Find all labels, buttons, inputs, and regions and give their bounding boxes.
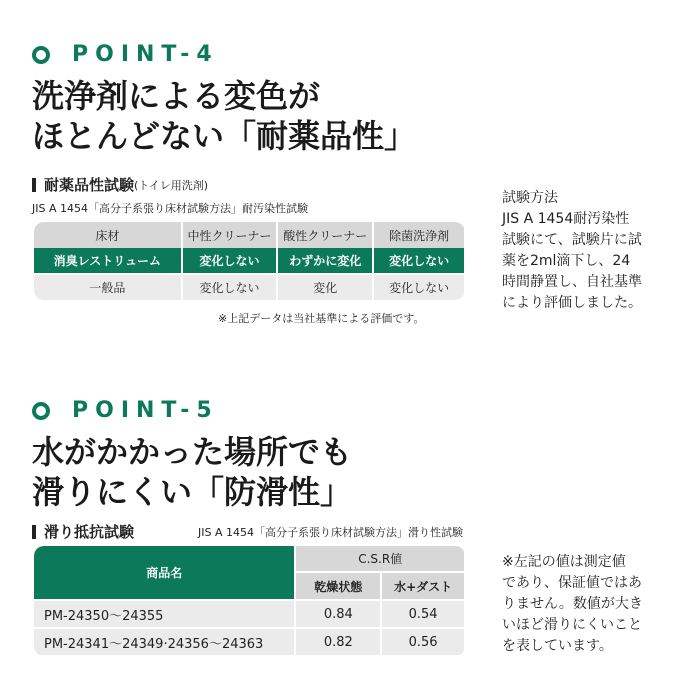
- table-row: [34, 274, 465, 300]
- point5-section-title: [32, 521, 134, 542]
- table-header: 床材: [34, 222, 182, 248]
- product-header: 商品名: [34, 546, 295, 600]
- table-cell: 変化しない: [373, 248, 465, 274]
- point4-side-text: 試験方法 JIS A 1454耐汚染性 試験にて、試験片に試 薬を2ml滴下し、24 時間静置し、自社基準 により評価しました。: [502, 190, 642, 311]
- circle-icon: [32, 402, 50, 420]
- table-row: [34, 600, 465, 628]
- table-cell: 変化しない: [373, 274, 465, 300]
- table-cell: 0.54: [381, 600, 465, 628]
- table-cell: 変化: [277, 274, 373, 300]
- csr-header: C.S.R値: [295, 546, 465, 572]
- table-header: 除菌洗浄剤: [373, 222, 465, 248]
- point4-section-title: [32, 174, 208, 195]
- point4-label: POINT-4: [72, 42, 219, 67]
- table-subheader: 乾燥状態: [295, 572, 381, 600]
- table-cell: 0.84: [295, 600, 381, 628]
- point4-method-line: JIS A 1454「高分子系張り床材試験方法」耐汚染性試験: [32, 202, 308, 215]
- point4-headline: 洗浄剤による変色が ほとんどない「耐薬品性」: [32, 77, 417, 155]
- table-cell: PM-24341〜24349·24356〜24363: [34, 628, 295, 656]
- point5-label: POINT-5: [72, 398, 219, 423]
- table-cell: わずかに変化: [277, 248, 373, 274]
- square-bullet-icon: [32, 178, 36, 192]
- table-row: [34, 628, 465, 656]
- point4-section-title-text: 耐薬品性試験: [44, 176, 135, 194]
- table-cell: PM-24350〜24355: [34, 600, 295, 628]
- point4-heading: [32, 42, 219, 67]
- table-header: 中性クリーナー: [182, 222, 278, 248]
- point5-heading: [32, 398, 219, 423]
- point5-method-line: JIS A 1454「高分子系張り床材試験方法」滑り性試験: [198, 526, 463, 539]
- point5-side-text: ※左記の値は測定値 であり、保証値ではあ りません。数値が大き いほど滑りにくいこと を表しています。: [502, 554, 643, 654]
- table-cell: 一般品: [34, 274, 182, 300]
- table-cell: 変化しない: [182, 248, 278, 274]
- table-cell: 0.56: [381, 628, 465, 656]
- point5-headline: 水がかかった場所でも 滑りにくい「防滑性」: [32, 433, 353, 511]
- chemical-resistance-table: [34, 222, 466, 300]
- circle-icon: [32, 46, 50, 64]
- table-cell: 0.82: [295, 628, 381, 656]
- point4-section-sub: (トイレ用洗剤): [134, 178, 209, 192]
- point4-note: ※上記データは当社基準による評価です。: [218, 312, 425, 325]
- table-header: 酸性クリーナー: [277, 222, 373, 248]
- point5-section-title-text: 滑り抵抗試験: [44, 523, 135, 541]
- square-bullet-icon: [32, 525, 36, 539]
- table-subheader: 水+ダスト: [381, 572, 465, 600]
- table-cell: 消臭レストリューム: [34, 248, 182, 274]
- slip-resistance-table: [34, 546, 466, 657]
- table-row: [34, 248, 465, 274]
- table-cell: 変化しない: [182, 274, 278, 300]
